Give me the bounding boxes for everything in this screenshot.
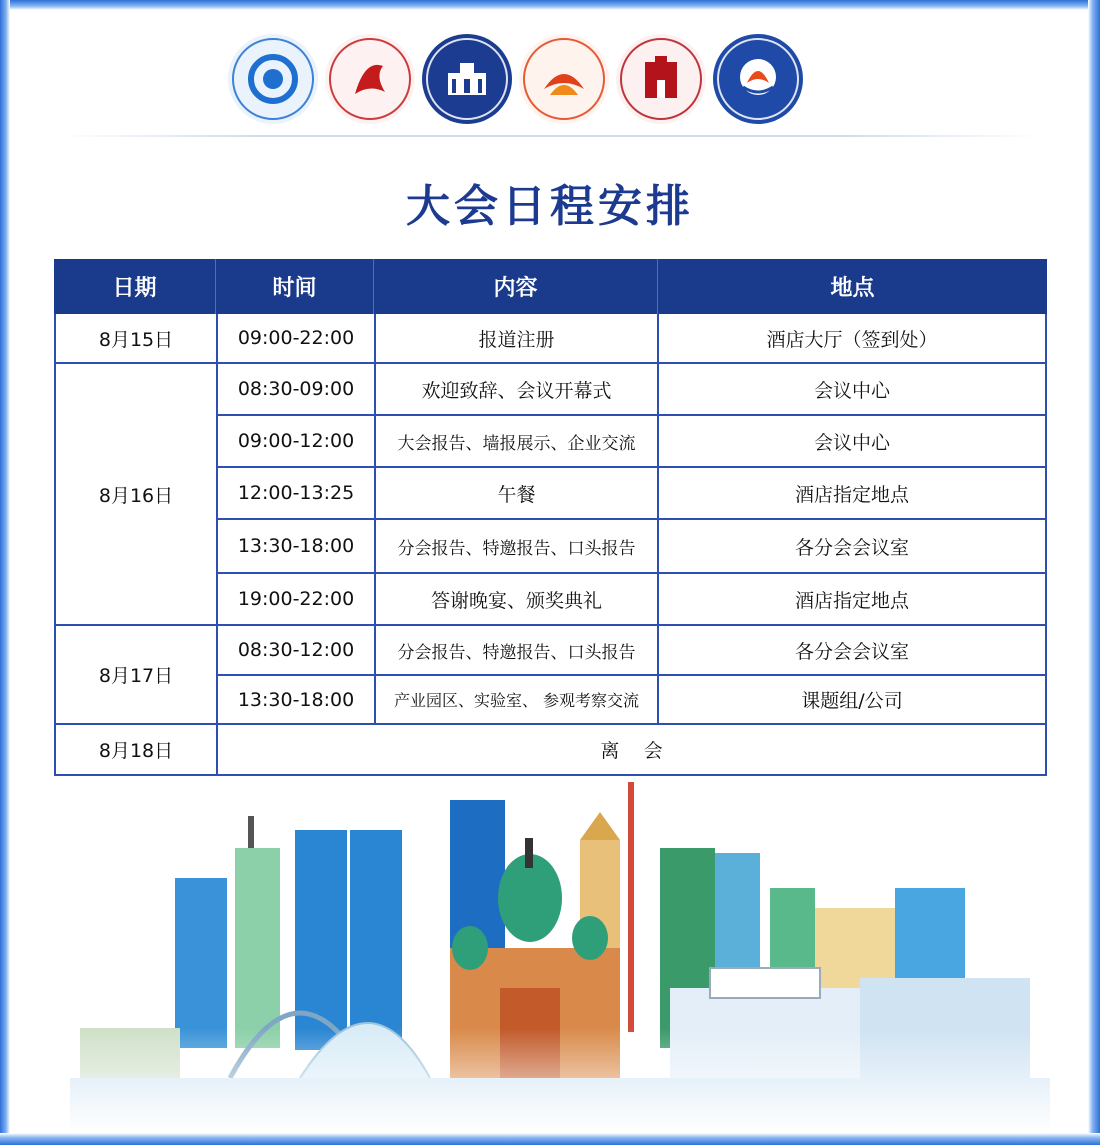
header-place: 地点: [658, 259, 1047, 314]
harbin-univ-science-technology-logo: [228, 34, 318, 124]
place-cell: 酒店大厅（签到处）: [659, 314, 1047, 364]
frame-top: [0, 0, 1100, 10]
place-cell: 课题组/公司: [659, 676, 1047, 725]
departure-cell: 离 会: [218, 725, 1047, 776]
date-cell-0818: 8月18日: [54, 725, 218, 776]
place-cell: 各分会会议室: [659, 520, 1047, 574]
date-cell-0817: 8月17日: [54, 626, 218, 725]
alliance-chinese-scientists-logo: [713, 34, 803, 124]
content-cell: 报道注册: [376, 314, 659, 364]
place-cell: 酒店指定地点: [659, 468, 1047, 520]
content-cell: 大会报告、墙报展示、企业交流: [376, 416, 659, 468]
header-divider: [60, 135, 1040, 137]
harbin-normal-university-logo: [519, 34, 609, 124]
content-cell: 产业园区、实验室、 参观考察交流: [376, 676, 659, 725]
header-date: 日期: [54, 259, 216, 314]
time-cell: 09:00-22:00: [218, 314, 376, 364]
harbin-engineering-university-logo: [422, 34, 512, 124]
logo-row: [228, 28, 828, 132]
page-title: 大会日程安排: [406, 181, 694, 232]
place-cell: 酒店指定地点: [659, 574, 1047, 626]
place-cell: 会议中心: [659, 364, 1047, 416]
header-time: 时间: [216, 259, 374, 314]
time-cell: 12:00-13:25: [218, 468, 376, 520]
date-cell-0816: 8月16日: [54, 364, 218, 626]
time-cell: 08:30-09:00: [218, 364, 376, 416]
content-cell: 欢迎致辞、会议开幕式: [376, 364, 659, 416]
content-cell: 分会报告、特邀报告、口头报告: [376, 626, 659, 676]
honghe-university-logo: [616, 34, 706, 124]
city-skyline-illustration: [70, 778, 1050, 1133]
content-cell: 答谢晚宴、颁奖典礼: [376, 574, 659, 626]
time-cell: 09:00-12:00: [218, 416, 376, 468]
time-cell: 13:30-18:00: [218, 676, 376, 725]
date-cell-0815: 8月15日: [54, 314, 218, 364]
time-cell: 19:00-22:00: [218, 574, 376, 626]
time-cell: 13:30-18:00: [218, 520, 376, 574]
content-cell: 午餐: [376, 468, 659, 520]
schedule-table: [54, 259, 1047, 776]
header-content: 内容: [374, 259, 658, 314]
frame-bottom: [0, 1133, 1100, 1145]
time-cell: 08:30-12:00: [218, 626, 376, 676]
content-cell: 分会报告、特邀报告、口头报告: [376, 520, 659, 574]
place-cell: 各分会会议室: [659, 626, 1047, 676]
place-cell: 会议中心: [659, 416, 1047, 468]
heilongjiang-university-logo: [325, 34, 415, 124]
